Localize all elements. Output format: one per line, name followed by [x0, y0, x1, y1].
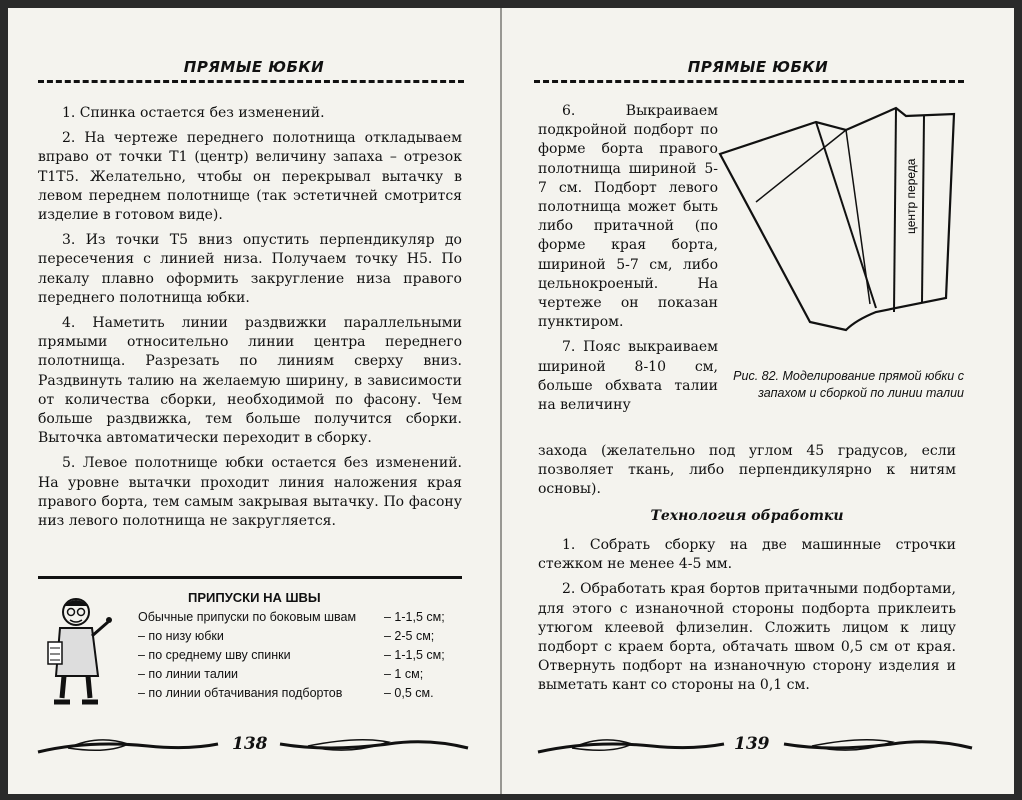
left-page: [8, 8, 500, 794]
allowances-title: ПРИПУСКИ НА ШВЫ: [188, 590, 321, 605]
allowance-label: – по низу юбки: [138, 629, 224, 643]
right-page: [502, 8, 1014, 794]
running-head: ПРЯМЫЕ ЮБКИ: [183, 58, 325, 76]
allowance-value: – 1-1,5 см;: [384, 610, 445, 624]
figure-label: центр переда: [904, 158, 918, 234]
allowance-row: [138, 610, 468, 629]
allowance-row: [138, 629, 468, 648]
allowance-value: – 0,5 см.: [384, 686, 434, 700]
header-dashed-rule: [534, 80, 964, 83]
allowance-value: – 1-1,5 см;: [384, 648, 445, 662]
running-head: ПРЯМЫЕ ЮБКИ: [687, 58, 829, 76]
paragraph: 1. Спинка остается без изменений.: [62, 105, 325, 121]
narrow-column-text: [538, 102, 718, 415]
paragraph: 1. Собрать сборку на две машинные строчки стежком не менее 4-5 мм.: [538, 537, 956, 573]
allowance-row: [138, 648, 468, 667]
header-dashed-rule: [38, 80, 464, 83]
skirt-pattern-figure: [716, 102, 976, 342]
tailor-mascot-icon: [42, 592, 116, 710]
paragraph: 5. Левое полотнище юбки остается без изменений. На уровне вытачки проходит линия наложения края правого борта, тем самым закрывая вытачку. По фасону низ левого полотнища не закругляется.: [38, 455, 462, 530]
paragraph: 6. Выкраиваем подкройной подборт по форме борта правого полотнища шириной 5-7 см. Подборт левого полотнища может быть либо притачной (по форме края борта, шириной 5-7 см, либо цельнокроеный. На чертеже он показан пунктиром.: [538, 103, 718, 331]
allowance-label: – по линии обтачивания подбортов: [138, 686, 343, 700]
paragraph: 4. Наметить линии раздвижки параллельными прямыми относительно линии центра переднего полотнища. Разрезать по линиям сверху вниз. Раздвинуть талию на желаемую ширину, в зависимости от количества сборки, необходимой по фасону. Чем больше раздвижка, тем больше получится сборки. Выточка автоматически переходит в сборку.: [38, 315, 462, 447]
body-text: [38, 104, 462, 537]
allowance-row: [138, 667, 468, 686]
seam-allowances-box: [38, 578, 462, 718]
allowances-list: [138, 610, 468, 705]
technology-text: [538, 536, 956, 702]
paragraph: 2. Обработать края бортов притачными подбортами, для этого с изнаночной стороны подборта приклеить утюгом клеевой флизелин. Сложить лицом к лицу подборт с краем борта, обтачать швом 0,5 см от края. Отвернуть подборт на изнаночную сторону изделия и выметать кант со стороны на 0,1 см.: [538, 581, 956, 694]
page-number: 138: [232, 734, 268, 754]
allowance-row: [138, 686, 468, 705]
allowance-value: – 2-5 см;: [384, 629, 435, 643]
section-title: Технология обработки: [650, 508, 844, 524]
paragraph: 2. На чертеже переднего полотнища откладываем вправо от точки Т1 (центр) величину запаха – отрезок Т1Т5. Желательно, чтобы он перекрывал вытачку в левом переднем полотнище (так эстетичней смотрится изделие в готовом виде).: [38, 130, 462, 224]
allowance-label: – по линии талии: [138, 667, 239, 681]
allowance-label: – по среднему шву спинки: [138, 648, 291, 662]
continuation-text: захода (желательно под углом 45 градусов, если позволяет ткань, либо перпендикулярно к нитям основы).: [538, 443, 956, 498]
paragraph: 7. Пояс выкраиваем шириной 8-10 см, больше обхвата талии на величину: [538, 339, 718, 414]
page-number: 139: [734, 734, 770, 754]
paragraph: 3. Из точки Т5 вниз опустить перпендикуляр до пересечения с линией низа. Получаем точку Н5. По лекалу плавно оформить закругление низа правого переднего полотнища юбки.: [38, 232, 462, 306]
allowance-label: Обычные припуски по боковым швам: [138, 610, 357, 624]
figure-caption: Рис. 82. Моделирование прямой юбки с запахом и сборкой по линии талии: [733, 369, 964, 400]
allowance-value: – 1 см;: [384, 667, 424, 681]
